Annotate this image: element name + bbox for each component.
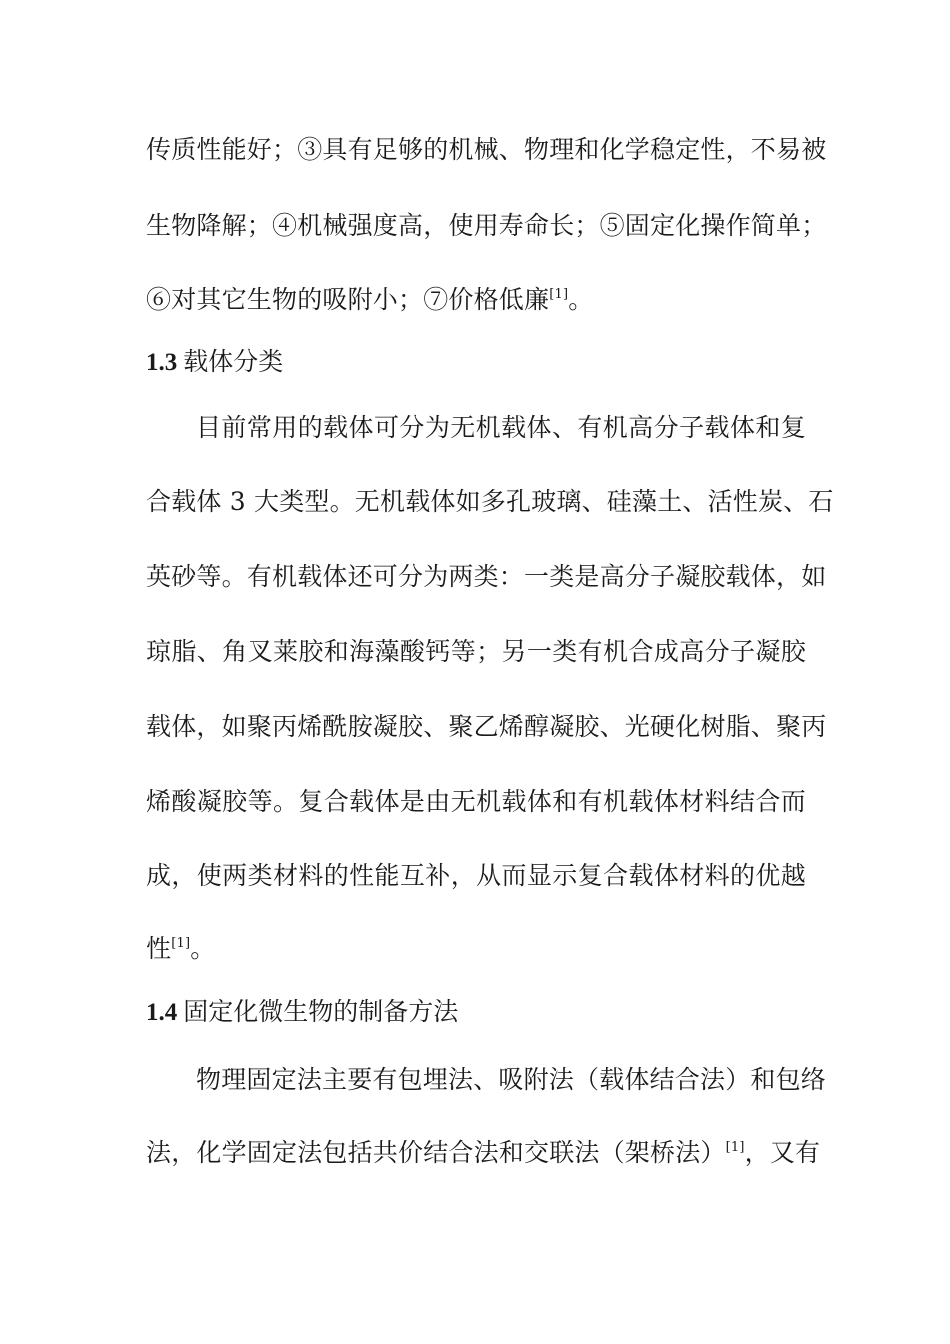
paragraph-2-line-8 (146, 933, 806, 965)
section-number: 1.4 (146, 999, 178, 1026)
paragraph-3-line-1: 物理固定法主要有包埋法、吸附法（载体结合法）和包络 (196, 1065, 827, 1094)
paragraph-2-line-4: 琼脂、角叉莱胶和海藻酸钙等；另一类有机合成高分子凝胶 (146, 637, 806, 666)
paragraph-3-line-2-text: 法，化学固定法包括共价结合法和交联法（架桥法） (146, 1138, 726, 1167)
section-heading-1-3 (146, 346, 283, 379)
paragraph-3-line-2 (146, 1137, 821, 1169)
citation-ref: [1] (171, 936, 191, 951)
paragraph-2-line-6: 烯酸凝胶等。复合载体是由无机载体和有机载体材料结合而 (146, 787, 806, 816)
paragraph-2-line-2: 合载体 3 大类型。无机载体如多孔玻璃、硅藻土、活性炭、石 (146, 487, 834, 516)
paragraph-1-line-2: 生物降解；④机械强度高，使用寿命长；⑤固定化操作简单； (146, 211, 827, 240)
citation-ref: [1] (725, 1140, 745, 1155)
paragraph-1-line-1: 传质性能好；③具有足够的机械、物理和化学稳定性，不易被 (146, 135, 827, 164)
paragraph-1-end: 。 (568, 285, 594, 314)
section-title: 载体分类 (183, 347, 284, 376)
section-number: 1.3 (146, 349, 178, 376)
paragraph-2-line-7: 成，使两类材料的性能互补，从而显示复合载体材料的优越 (146, 861, 806, 890)
paragraph-1-line-3 (146, 284, 806, 316)
paragraph-2-line-8-text: 性 (146, 934, 172, 963)
paragraph-2-line-1: 目前常用的载体可分为无机载体、有机高分子载体和复 (196, 413, 806, 442)
section-title: 固定化微生物的制备方法 (183, 997, 459, 1026)
paragraph-1-line-3-text: ⑥对其它生物的吸附小；⑦价格低廉 (146, 285, 550, 314)
paragraph-3-tail: ，又有 (744, 1138, 821, 1167)
section-heading-1-4 (146, 996, 458, 1029)
citation-ref: [1] (549, 287, 569, 302)
paragraph-2-end: 。 (190, 934, 216, 963)
paragraph-2-line-5: 载体，如聚丙烯酰胺凝胶、聚乙烯醇凝胶、光硬化树脂、聚丙 (146, 712, 827, 741)
paragraph-2-line-3: 英砂等。有机载体还可分为两类：一类是高分子凝胶载体，如 (146, 562, 827, 591)
